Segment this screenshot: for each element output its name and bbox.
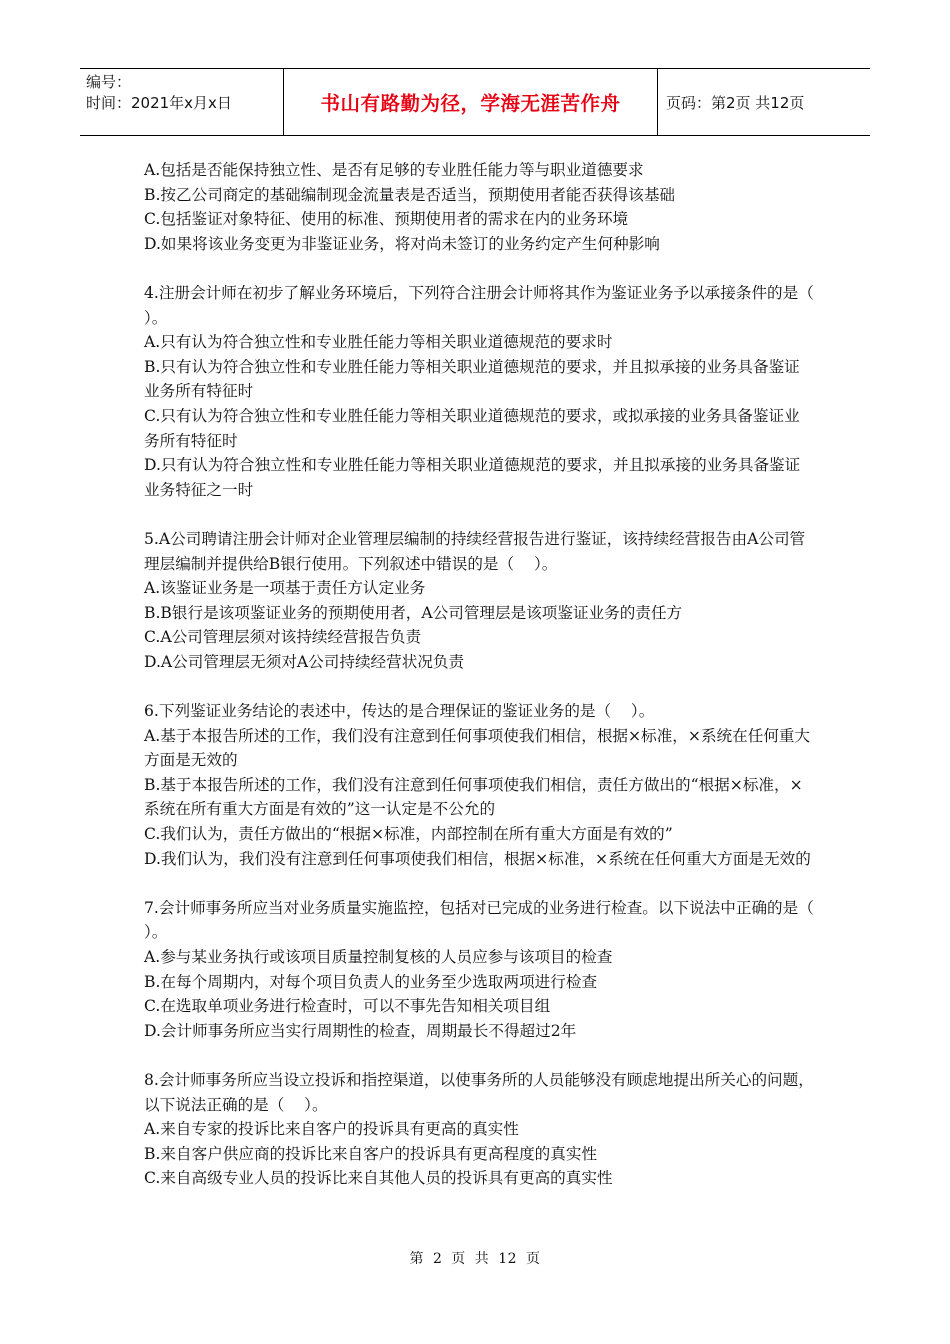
- answer-option: B.按乙公司商定的基础编制现金流量表是否适当，预期使用者能否获得该基础: [144, 185, 676, 204]
- answer-option: D.我们认为，我们没有注意到任何事项使我们相信，根据×标准，×系统在任何重大方面是无效的: [144, 849, 811, 868]
- number-label: 编号：: [86, 73, 132, 91]
- question-stem: 4.注册会计师在初步了解业务环境后，下列符合注册会计师将其作为鉴证业务予以承接条件的是（ ）。: [144, 283, 844, 327]
- time-label: 时间：2021年x月x日: [86, 94, 232, 112]
- answer-option: A.参与某业务执行或该项目质量控制复核的人员应参与该项目的检查: [144, 948, 613, 966]
- answer-option: C.来自高级专业人员的投诉比来自其他人员的投诉具有更高的真实性: [144, 1169, 613, 1188]
- answer-option: D.A公司管理层无须对A公司持续经营状况负责: [144, 652, 465, 671]
- answer-option: A.只有认为符合独立性和专业胜任能力等相关职业道德规范的要求时: [144, 333, 613, 352]
- answer-option: D.只有认为符合独立性和专业胜任能力等相关职业道德规范的要求，并且拟承接的业务具备鉴证业务特征之一时: [144, 456, 801, 499]
- question-stem: 7.会计师事务所应当对业务质量实施监控，包括对已完成的业务进行检查。以下说法中正确的是（ ）。: [144, 898, 834, 942]
- answer-option: C.只有认为符合独立性和专业胜任能力等相关职业道德规范的要求，或拟承接的业务具备鉴证业务所有特征时: [144, 406, 800, 450]
- answer-option: B.基于本报告所述的工作，我们没有注意到任何事项使我们相信，责任方做出的“根据×标准，×系统在所有重大方面是有效的”这一认定是不公允的: [144, 775, 803, 819]
- answer-option: B.来自客户供应商的投诉比来自客户的投诉具有更高程度的真实性: [144, 1144, 598, 1163]
- header-page-info: [658, 69, 870, 135]
- answer-option: C.包括鉴证对象特征、使用的标准、预期使用者的需求在内的业务环境: [144, 210, 629, 229]
- answer-option: A.基于本报告所述的工作，我们没有注意到任何事项使我们相信，根据×标准，×系统在任何重大方面是无效的: [144, 726, 811, 770]
- question-stem: 8.会计师事务所应当设立投诉和指控渠道，以使事务所的人员能够没有顾虑地提出所关心的问题，以下说法正确的是（ ）。: [144, 1070, 814, 1114]
- question-stem: 5.A公司聘请注册会计师对企业管理层编制的持续经营报告进行鉴证，该持续经营报告由A公司管理层编制并提供给B银行使用。下列叙述中错误的是（ ）。: [144, 529, 806, 573]
- question-stem: 6.下列鉴证业务结论的表述中，传达的是合理保证的鉴证业务的是（ ）。: [144, 702, 655, 721]
- page-header: [80, 68, 870, 136]
- answer-option: C.A公司管理层须对该持续经营报告负责: [144, 628, 422, 647]
- answer-option: C.我们认为，责任方做出的“根据×标准，内部控制在所有重大方面是有效的”: [144, 825, 673, 844]
- header-motto-cell: [283, 69, 658, 135]
- question-block: [144, 699, 814, 871]
- question-block: [144, 158, 814, 256]
- question-block: [144, 527, 814, 675]
- answer-option: C.在选取单项业务进行检查时，可以不事先告知相关项目组: [144, 997, 551, 1016]
- answer-option: B.只有认为符合独立性和专业胜任能力等相关职业道德规范的要求，并且拟承接的业务具备鉴证业务所有特征时: [144, 357, 800, 401]
- answer-option: B.B银行是该项鉴证业务的预期使用者，A公司管理层是该项鉴证业务的责任方: [144, 603, 683, 622]
- answer-option: A.该鉴证业务是一项基于责任方认定业务: [144, 579, 426, 598]
- answer-option: D.如果将该业务变更为非鉴证业务，将对尚未签订的业务约定产生何种影响: [144, 234, 660, 253]
- answer-option: A.来自专家的投诉比来自客户的投诉具有更高的真实性: [144, 1120, 519, 1139]
- motto-text: 书山有路勤为径，学海无涯苦作舟: [320, 92, 621, 115]
- page-info-text: 页码：第2页 共12页: [666, 93, 805, 112]
- answer-option: D.会计师事务所应当实行周期性的检查，周期最长不得超过2年: [144, 1021, 577, 1040]
- page-footer: 第 2 页 共 12 页: [409, 1251, 541, 1267]
- header-meta: [80, 69, 283, 135]
- question-block: [144, 896, 834, 1044]
- answer-option: A.包括是否能保持独立性、是否有足够的专业胜任能力等与职业道德要求: [144, 161, 644, 179]
- answer-option: B.在每个周期内，对每个项目负责人的业务至少选取两项进行检查: [144, 972, 598, 991]
- question-block: [144, 281, 844, 502]
- question-block: [144, 1068, 814, 1191]
- document-body: [144, 158, 844, 1216]
